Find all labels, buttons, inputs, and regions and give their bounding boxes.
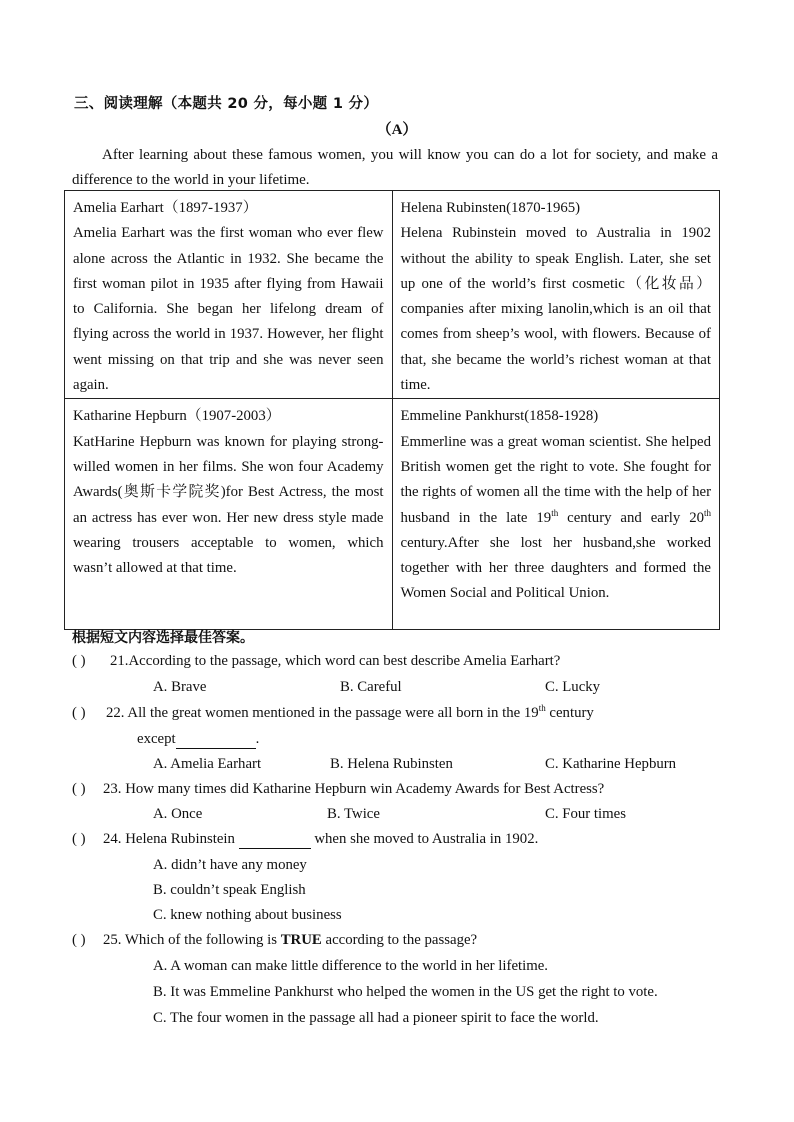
answer-blank[interactable]: [239, 831, 311, 849]
option[interactable]: C. knew nothing about business: [153, 907, 342, 923]
cell-amelia-earhart: [65, 191, 393, 399]
option[interactable]: C. Katharine Hepburn: [545, 756, 677, 772]
option[interactable]: B. Careful: [340, 679, 402, 695]
woman-name: Katharine Hepburn（1907-2003）: [73, 408, 281, 425]
question-stem: 23. How many times did Katharine Hepburn win Academy Awards for Best Actress?: [103, 781, 605, 797]
famous-women-table: [64, 190, 720, 630]
question-stem: 21.According to the passage, which word can best describe Amelia Earhart?: [110, 653, 561, 669]
table-row: [65, 191, 720, 399]
question-stem: 22. All the great women mentioned in the passage were all born in the 19th century: [106, 703, 594, 721]
answer-paren[interactable]: ( ): [72, 932, 86, 948]
cell-helena-rubinstein: [392, 191, 720, 399]
option[interactable]: C. The four women in the passage all had a pioneer spirit to face the world.: [153, 1010, 599, 1026]
option[interactable]: A. A woman can make little difference to the world in her lifetime.: [153, 958, 549, 974]
option[interactable]: A. Brave: [153, 679, 207, 695]
woman-description: Helena Rubinstein moved to Australia in 1902 without the ability to speak English. Later, she set up one of the world’s first cosmetic（化妆品）companies after mixing lanolin,which is an oil that comes from sheep’s wool, with flowers. Because of that, she became the world’s richest woman at that time.: [400, 225, 711, 394]
instruction: 根据短文内容选择最佳答案。: [72, 630, 254, 646]
woman-name: Amelia Earhart（1897-1937）: [73, 200, 258, 216]
passage-intro: After learning about these famous women, you will know you can do a lot for society, and make a difference to the world in your lifetime.: [72, 147, 718, 188]
question-stem: 24. Helena Rubinstein when she moved to Australia in 1902.: [103, 831, 539, 847]
question-stem: 25. Which of the following is TRUE according to the passage?: [103, 932, 478, 948]
option[interactable]: B. Twice: [327, 806, 380, 822]
option[interactable]: B. Helena Rubinsten: [330, 756, 453, 772]
answer-paren[interactable]: ( ): [72, 781, 86, 797]
woman-description: Amelia Earhart was the first woman who ever flew alone across the Atlantic in 1932. She became the first woman pilot in 1935 after flying from Hawaii to California. She began her lifelong dream of flying across the world in 1937. However, her flight went missing on that trip and she was never seen again.: [73, 225, 384, 394]
woman-description: Emmerline was a great woman scientist. She helped British women get the right to vote. She fought for the rights of women all the time with the help of her husband in the late 19th century and early 20th century.After she lost her husband,she worked together with her three daughters and formed the Women Social and Political Union.: [400, 433, 712, 602]
option[interactable]: B. It was Emmeline Pankhurst who helped the women in the US get the right to vote.: [153, 984, 658, 1000]
passage-label: （A）: [376, 122, 418, 138]
answer-blank[interactable]: [176, 731, 256, 749]
option[interactable]: C. Four times: [545, 806, 626, 822]
question-stem-continued: except .: [137, 731, 260, 747]
option[interactable]: C. Lucky: [545, 679, 601, 695]
answer-paren[interactable]: ( ): [72, 705, 86, 721]
option[interactable]: B. couldn’t speak English: [153, 882, 306, 898]
option[interactable]: A. didn’t have any money: [153, 857, 307, 873]
cell-katharine-hepburn: [65, 399, 393, 630]
table-row: [65, 399, 720, 630]
woman-name: Helena Rubinsten(1870-1965): [400, 200, 581, 216]
answer-paren[interactable]: ( ): [72, 831, 86, 847]
woman-name: Emmeline Pankhurst(1858-1928): [400, 408, 599, 425]
section-heading: 三、阅读理解（本题共 20 分，每小题 1 分）: [74, 96, 379, 112]
cell-emmeline-pankhurst: [392, 399, 720, 630]
option[interactable]: A. Once: [153, 806, 203, 822]
woman-description: KatHarine Hepburn was known for playing strong-willed women in her films. She won four Academy Awards(奥斯卡学院奖)for Best Actress, the most an actress has ever won. Her new dress style made wearing trousers acceptable to women, which wasn’t allowed at that time.: [73, 433, 384, 577]
answer-paren[interactable]: ( ): [72, 653, 86, 669]
option[interactable]: A. Amelia Earhart: [153, 756, 262, 772]
